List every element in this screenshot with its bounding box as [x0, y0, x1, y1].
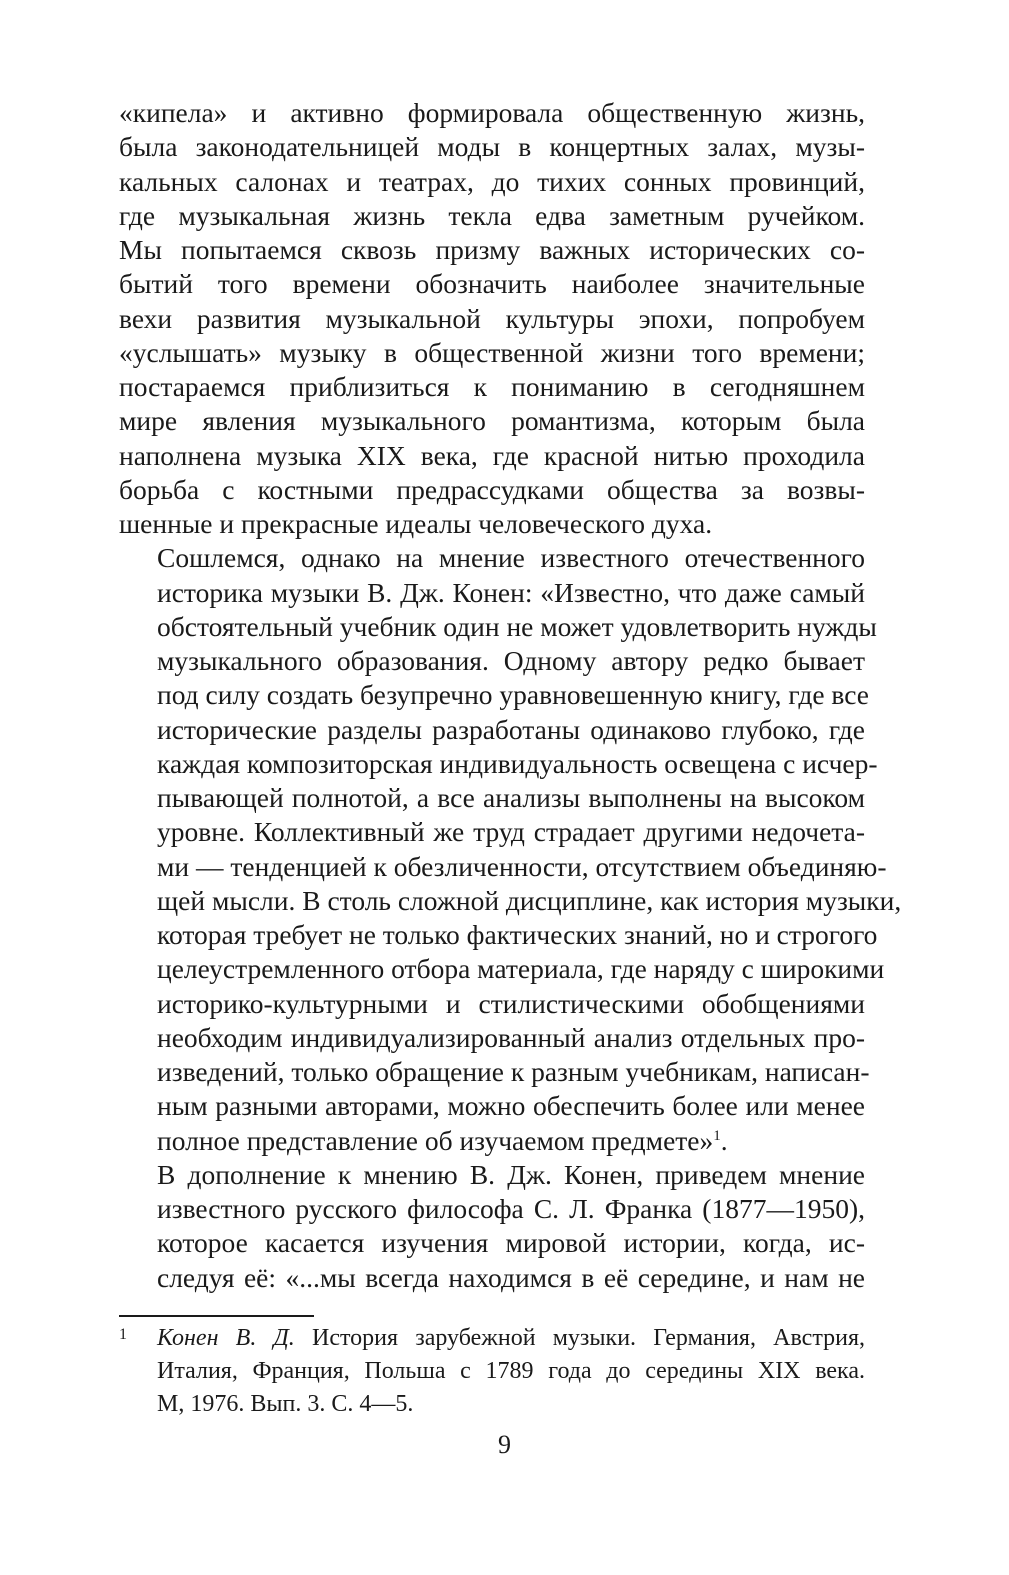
text-line: «кипела» и активно формировала общественную жизнь, [119, 97, 865, 128]
paragraph-1 [119, 96, 865, 541]
text-line: необходим индивидуализированный анализ отдельных про- [157, 1021, 865, 1053]
text-line: Сошлемся, однако на мнение известного отечественного [157, 542, 865, 574]
text-line: каждая композиторская индивидуальность освещена с исчер- [157, 747, 878, 779]
text-line: следуя её: «...мы всегда находимся в её середине, и нам не [157, 1261, 865, 1293]
text-line: наполнена музыка XIX века, где красной нитью проходила [119, 439, 865, 471]
text-line: историка музыки В. Дж. Конен: «Известно, что даже самый [157, 576, 865, 608]
text-line-with-footnote-ref: полное представление об изучаемом предмете»$^1$. [157, 1124, 728, 1156]
footnote-title: История зарубежной музыки. Германия, Австрия, [294, 1325, 866, 1351]
text-line: под силу создать безупречно уравновешенную книгу, где все [157, 679, 869, 711]
text-line: известного русского философа С. Л. Франка (1877—1950), [157, 1193, 865, 1224]
text-line: музыкального образования. Одному автору редко бывает [157, 645, 865, 676]
footnote [119, 1322, 865, 1421]
page-number: 9 [498, 1430, 511, 1459]
footnote-line [157, 1322, 865, 1355]
footnote-line: М, 1976. Вып. 3. С. 4—5. [157, 1391, 414, 1417]
text-line: постараемся приблизиться к пониманию в сегодняшнем [119, 371, 865, 402]
text-line: уровне. Коллективный же труд страдает другими недочета- [157, 816, 865, 848]
text-line: кальных салонах и театрах, до тихих сонных провинций, [119, 165, 865, 197]
main-text [119, 96, 902, 1295]
text-line: «услышать» музыку в общественной жизни того времени; [119, 336, 865, 368]
text-line: историко-культурными и стилистическими обобщениями [157, 987, 865, 1019]
text-line: мире явления музыкального романтизма, которым была [119, 405, 865, 437]
footnote-line: Италия, Франция, Польша с 1789 года до середины XIX века. [157, 1358, 865, 1384]
text-line: обстоятельный учебник один не может удовлетворить нужды [157, 610, 877, 642]
text-line: вехи развития музыкальной культуры эпохи, попробуем [119, 302, 865, 334]
text-line: ным разными авторами, можно обеспечить более или менее [157, 1090, 865, 1122]
text-line: щей мысли. В столь сложной дисциплине, как история музыки, [157, 884, 902, 916]
text-line: ми — тенденцией к обезличенности, отсутствием объединяю- [157, 850, 887, 882]
footnote-mark: 1 [119, 1326, 127, 1343]
text-line: пывающей полнотой, а все анализы выполнены на высоком [157, 782, 865, 813]
text-line: где музыкальная жизнь текла едва заметным ручейком. [119, 199, 865, 231]
text-line: была законодательницей моды в концертных залах, музы- [119, 131, 865, 163]
text-line: бытий того времени обозначить наиболее значительные [119, 268, 865, 300]
footnote-text [157, 1322, 865, 1421]
text-line: которое касается изучения мировой истории, когда, ис- [157, 1227, 865, 1259]
text-line: В дополнение к мнению В. Дж. Конен, приведем мнение [157, 1158, 865, 1190]
text-line: борьба с костными предрассудками общества за возвы- [119, 473, 865, 505]
text-line: Мы попытаемся сквозь призму важных исторических со- [119, 234, 865, 265]
text-line: шенные и прекрасные идеалы человеческого духа. [119, 508, 713, 539]
paragraph-3 [119, 1158, 865, 1295]
footnote-author: Конен В. Д. [157, 1325, 295, 1351]
footnote-reference[interactable]: 1 [713, 1127, 721, 1144]
paragraph-2 [119, 541, 902, 1158]
text-line: целеустремленного отбора материала, где наряду с широкими [157, 953, 885, 985]
text-line: полное представление об изучаемом предмете» [157, 1124, 714, 1156]
footnote-separator [119, 1315, 314, 1317]
text-line: которая требует не только фактических знаний, но и строгого [157, 919, 878, 950]
text-line: изведений, только обращение к разным учебникам, написан- [157, 1056, 870, 1087]
text-line: исторические разделы разработаны одинаково глубоко, где [157, 713, 865, 745]
